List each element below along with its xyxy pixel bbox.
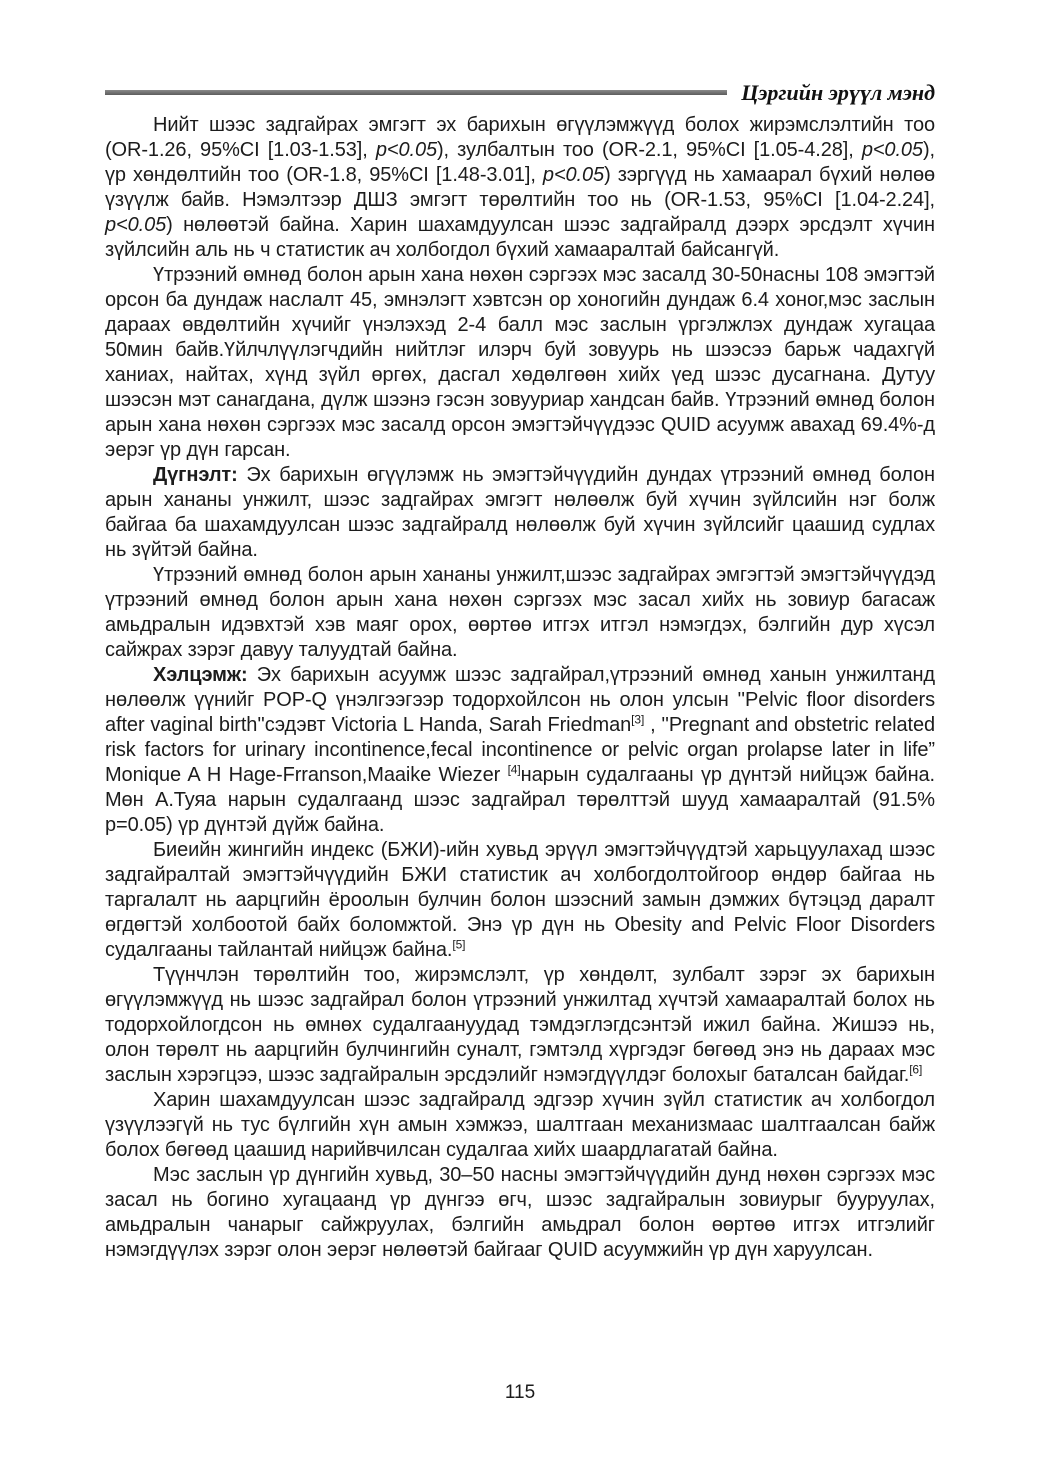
header-rule	[105, 90, 727, 95]
text-segment: Үтрээний өмнөд болон арын хана нөхөн сэргээх мэс засалд 30-50насны 108 эмэгтэй орсон ба дундаж наслалт 45, эмнэлэгт хэвтсэн ор хоногийн дундаж 6.4 хоног,мэс заслын дараах өвдөлтийн хүчийг үнэлэхэд 2-4 балл мэс заслын үргэлжлэх дундаж хугацаа 50мин байв.Үйлчлүүлэгчдийн нийтлэг илэрч буй зовуурь нь шээсээ барьж чадахгүй ханиах, найтах, хүнд зүйл өргөх, дасгал хөдөлгөөн хийх үед шээс дусагнана. Дутуу шээсэн мэт санагдана, дүлж шээнэ гэсэн зовууриар хандсан байв. Үтрээний өмнөд болон арын хана нөхөн сэргээх мэс засалд орсон эмэгтэйчүүдээс QUID асуумж авахад 69.4%-д эерэг үр дүн гарсан.	[105, 264, 935, 461]
citation-superscript: [3]	[631, 712, 645, 727]
paragraph	[105, 1088, 935, 1163]
paragraph	[105, 563, 935, 663]
text-segment: Нийт шээс задгайрах эмгэгт эх барихын өгүүлэмжүүд болох жирэмслэлтийн тоо (OR-1.26, 95%CI [1.03-1.53],	[105, 114, 935, 161]
text-segment: , ''Pregnant and obstetric related risk factors for urinary incontinence,fecal incontinence or pelvic organ prolapse later in life” Monique A H Hage-Frranson,Maaike Wiezer	[105, 714, 935, 786]
paragraph	[105, 263, 935, 463]
text-segment: ), үр хөндөлтийн тоо (OR-1.8, 95%CI [1.48-3.01],	[105, 139, 935, 186]
text-segment: p<0.05	[105, 214, 167, 236]
text-segment: Мэс заслын үр дүнгийн хувьд, 30–50 насны эмэгтэйчүүдийн дунд нөхөн сэргээх мэс засал нь богино хугацаанд үр дүнгээ өгч, шээс задгайралын зовиурыг бууруулах, амьдралын чанарыг сайжруулах, бэлгийн амьдрал болон өөртөө итгэх итгэлийг нэмэгдүүлэх зэрэг олон эерэг нөлөөтэй байгааг QUID асуумжийн үр дүн харуулсан.	[105, 1164, 935, 1261]
citation-superscript: [6]	[909, 1062, 923, 1077]
text-segment: нарын судалгааны үр дүнтэй нийцэж байна. Мөн А.Туяа нарын судалгаанд шээс задгайрал төрөлттэй шууд хамааралтай (91.5% p=0.05) үр дүнтэй дүйж байна.	[105, 764, 935, 836]
text-segment: ) зэргүүд нь хамаарал бүхий нөлөө үзүүлж байв. Нэмэлтээр ДШЗ эмгэгт төрөлтийн тоо нь (OR-1.53, 95%CI [1.04-2.24],	[105, 164, 935, 211]
text-segment: Үтрээний өмнөд болон арын хананы унжилт,шээс задгайрах эмгэгтэй эмэгтэйчүүдэд үтрээний өмнөд болон арын хана нөхөн сэргээх мэс засал хийх нь зовиур багасаж амьдралын идэвхтэй хэв маяг орох, өөртөө итгэх итгэл нэмэгдэх, бэлгийн дур хүсэл сайжрах зэрэг давуу талуудтай байна.	[105, 564, 935, 661]
page-number: 115	[504, 1382, 536, 1403]
text-segment: p<0.05	[375, 139, 437, 161]
text-segment: Дүгнэлт:	[153, 464, 247, 486]
paragraph	[105, 963, 935, 1088]
text-segment: p<0.05	[861, 139, 923, 161]
text-segment: ), зулбалтын тоо (OR-2.1, 95%CI [1.05-4.28],	[437, 139, 862, 161]
paragraph	[105, 113, 935, 263]
citation-superscript: [5]	[452, 937, 466, 952]
text-segment: Эх барихын өгүүлэмж нь эмэгтэйчүүдийн дундах үтрээний өмнөд болон арын хананы унжилт, шээс задгайрах эмгэгт нөлөөлж буй хүчин зүйлсийн нэг болж байгаа ба шахамдуулсан шээс задгайралд нөлөөлж буй хүчин зүйлсийг цаашид судлах нь зүйтэй байна.	[105, 464, 935, 561]
text-segment: Хэлцэмж:	[153, 664, 257, 686]
text-segment: Эх барихын асуумж шээс задгайрал,үтрээний өмнөд ханын унжилтанд нөлөөлж үүнийг POP-Q үнэлгээгээр тодорхойлсон нь олон улсын ''Pelvic floor disorders after vaginal birth''сэдэвт Victoria L Handa, Sarah Friedman	[105, 664, 935, 736]
text-segment: Биеийн жингийн индекс (БЖИ)-ийн хувьд эрүүл эмэгтэйчүүдтэй харьцуулахад шээс задгайралтай эмэгтэйчүүдийн БЖИ статистик ач холбогдолтойгоор өндөр байгаа нь таргалалт нь аарцгийн ёроолын булчин болон шээсний замын дэмжих бүтэцэд даралт өгдөгтэй холбоотой байх боломжтой. Энэ үр дүн нь Obesity and Pelvic Floor Disorders судалгааны тайлантай нийцэж байна.	[105, 839, 935, 961]
text-segment: p<0.05	[542, 164, 605, 186]
text-segment: Түүнчлэн төрөлтийн тоо, жирэмслэлт, үр хөндөлт, зулбалт зэрэг эх барихын өгүүлэмжүүд нь шээс задгайрал болон үтрээний унжилтад хүчтэй хамааралтай болох нь тодорхойлогдсон нь өмнөх судалгаануудад тэмдэглэгдсэнтэй ижил байна. Жишээ нь, олон төрөлт нь аарцгийн булчингийн суналт, гэмтэлд хүргэдэг бөгөөд энэ нь дараах мэс заслын хэрэгцээ, шээс задгайралын эрсдэлийг нэмэгдүүлдэг болохыг баталсан байдаг.	[105, 964, 935, 1086]
paragraph	[105, 463, 935, 563]
page-header	[105, 80, 935, 106]
text-segment: Харин шахамдуулсан шээс задгайралд эдгээр хүчин зүйл статистик ач холбогдол үзүүлээгүй нь тус бүлгийн хүн амын хэмжээ, шалтгаан механизмаас шалтгаалсан байж болох бөгөөд цаашид нарийвчилсан судалгаа хийх шаардлагатай байна.	[105, 1089, 935, 1161]
paragraph	[105, 838, 935, 963]
paragraph	[105, 663, 935, 838]
paragraph	[105, 1163, 935, 1263]
text-segment: ) нөлөөтэй байна. Харин шахамдуулсан шээс задгайралд дээрх эрсдэлт хүчин зүйлсийн аль нь ч статистик ач холбогдол бүхий хамааралтай байсангүй.	[105, 214, 935, 261]
citation-superscript: [4]	[507, 762, 521, 777]
running-title: Цэргийн эрүүл мэнд	[741, 80, 935, 105]
article-body	[105, 113, 935, 1263]
